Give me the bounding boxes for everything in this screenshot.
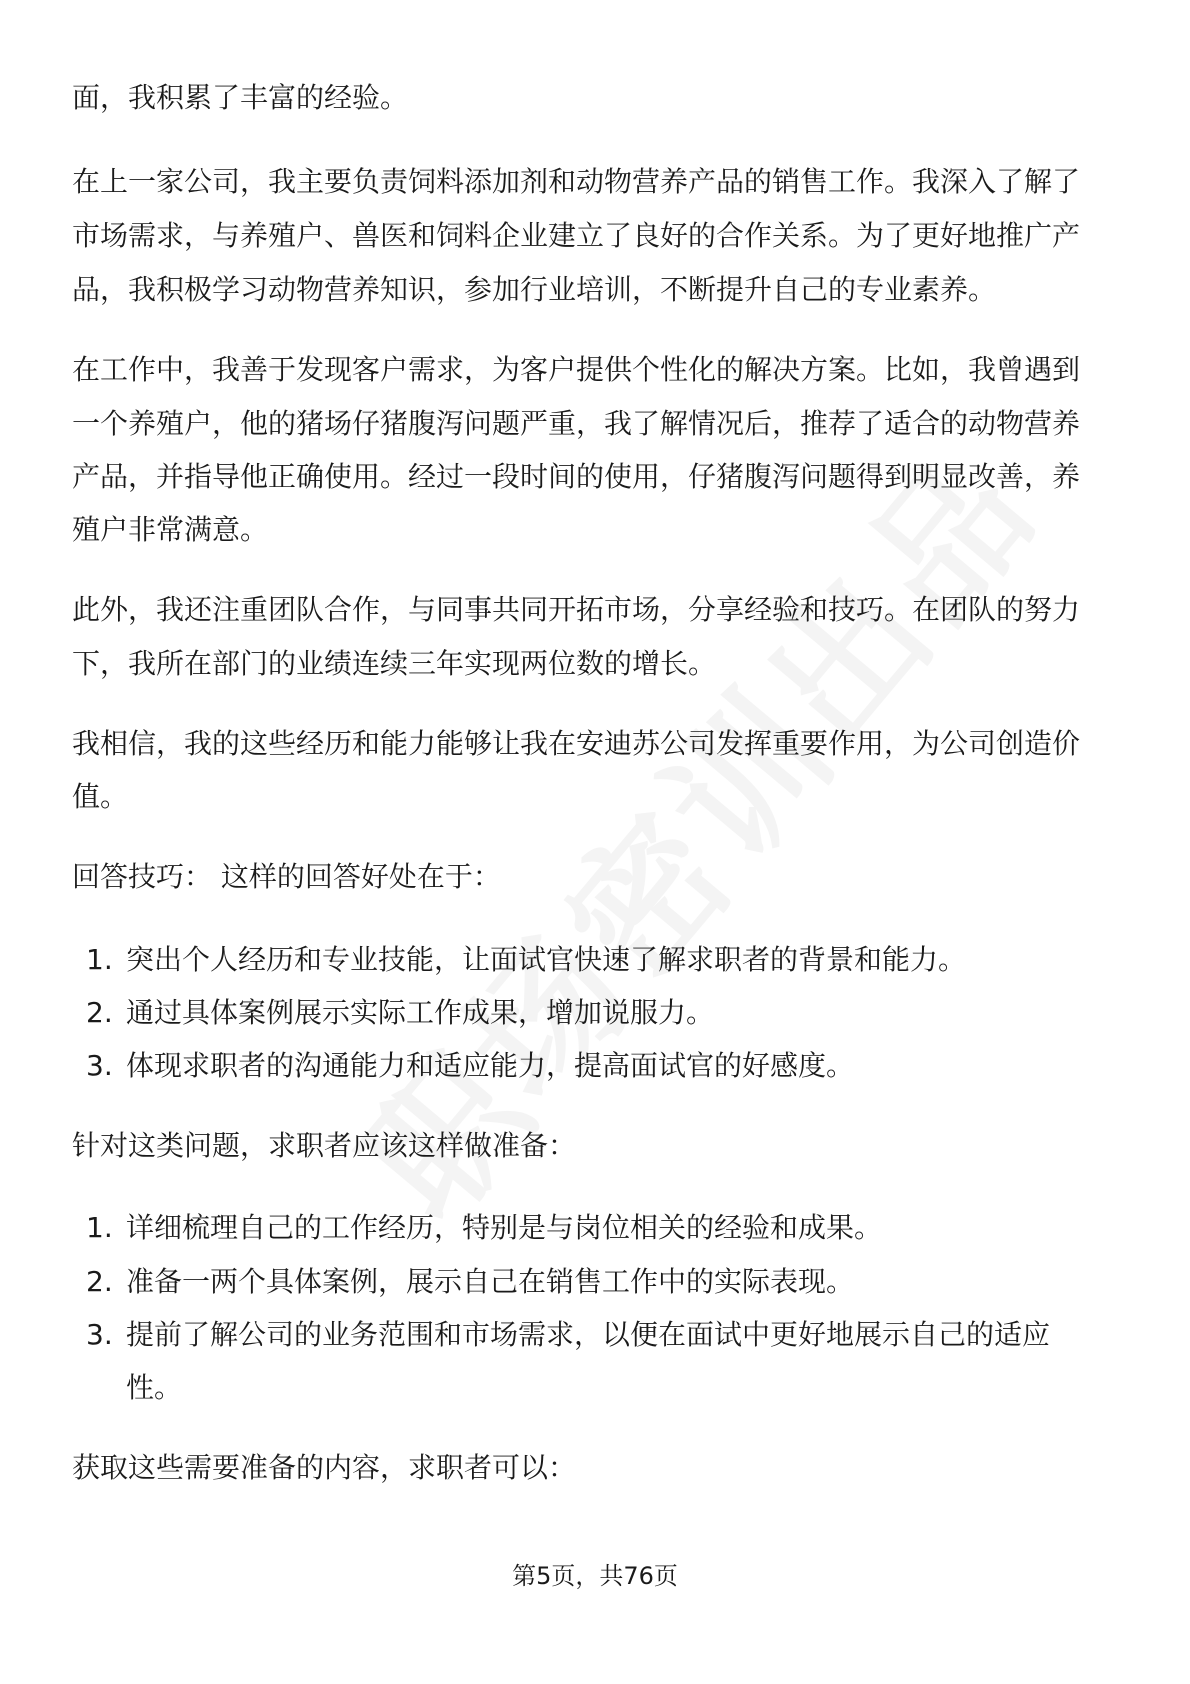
list-item: 体现求职者的沟通能力和适应能力，提高面试官的好感度。 [126, 1049, 855, 1082]
list-item: 准备一两个具体案例，展示自己在销售工作中的实际表现。 [126, 1265, 855, 1298]
list-number: 2. [86, 996, 113, 1029]
paragraph-line: 值。 [72, 780, 129, 813]
list-number: 1. [86, 943, 113, 976]
paragraph-line: 殖户非常满意。 [72, 513, 269, 546]
paragraph-line: 产品，并指导他正确使用。经过一段时间的使用，仔猪腹泻问题得到明显改善，养 [72, 460, 1081, 493]
tips-heading: 回答技巧： 这样的回答好处在于： [72, 860, 501, 893]
closing-heading: 获取这些需要准备的内容，求职者可以： [72, 1451, 577, 1484]
paragraph-line: 一个养殖户，他的猪场仔猪腹泻问题严重，我了解情况后，推荐了适合的动物营养 [72, 407, 1081, 440]
list-item: 详细梳理自己的工作经历，特别是与岗位相关的经验和成果。 [126, 1211, 883, 1244]
paragraph-line: 在工作中，我善于发现客户需求，为客户提供个性化的解决方案。比如，我曾遇到 [72, 353, 1081, 386]
list-item-continuation: 性。 [126, 1371, 183, 1404]
list-number: 2. [86, 1265, 113, 1298]
list-item: 通过具体案例展示实际工作成果，增加说服力。 [126, 996, 715, 1029]
paragraph-line: 品，我积极学习动物营养知识，参加行业培训，不断提升自己的专业素养。 [72, 273, 997, 306]
list-item: 突出个人经历和专业技能，让面试官快速了解求职者的背景和能力。 [126, 943, 967, 976]
paragraph-line: 此外，我还注重团队合作，与同事共同开拓市场，分享经验和技巧。在团队的努力 [72, 593, 1081, 626]
list-number: 3. [86, 1049, 113, 1082]
list-number: 3. [86, 1318, 113, 1351]
paragraph-line: 下，我所在部门的业绩连续三年实现两位数的增长。 [72, 647, 717, 680]
list-item: 提前了解公司的业务范围和市场需求，以便在面试中更好地展示自己的适应 [126, 1318, 1051, 1351]
page-number: 第5页，共76页 [512, 1562, 678, 1590]
cut-off-line [72, 0, 1080, 20]
paragraph-line: 我相信，我的这些经历和能力能够让我在安迪苏公司发挥重要作用，为公司创造价 [72, 727, 1081, 760]
paragraph-line: 面，我积累了丰富的经验。 [72, 81, 409, 114]
paragraph-line: 在上一家公司，我主要负责饲料添加剂和动物营养产品的销售工作。我深入了解了 [72, 165, 1081, 198]
prep-heading: 针对这类问题，求职者应该这样做准备： [72, 1129, 577, 1162]
paragraph-line: 市场需求，与养殖户、兽医和饲料企业建立了良好的合作关系。为了更好地推广产 [72, 219, 1081, 252]
list-number: 1. [86, 1211, 113, 1244]
